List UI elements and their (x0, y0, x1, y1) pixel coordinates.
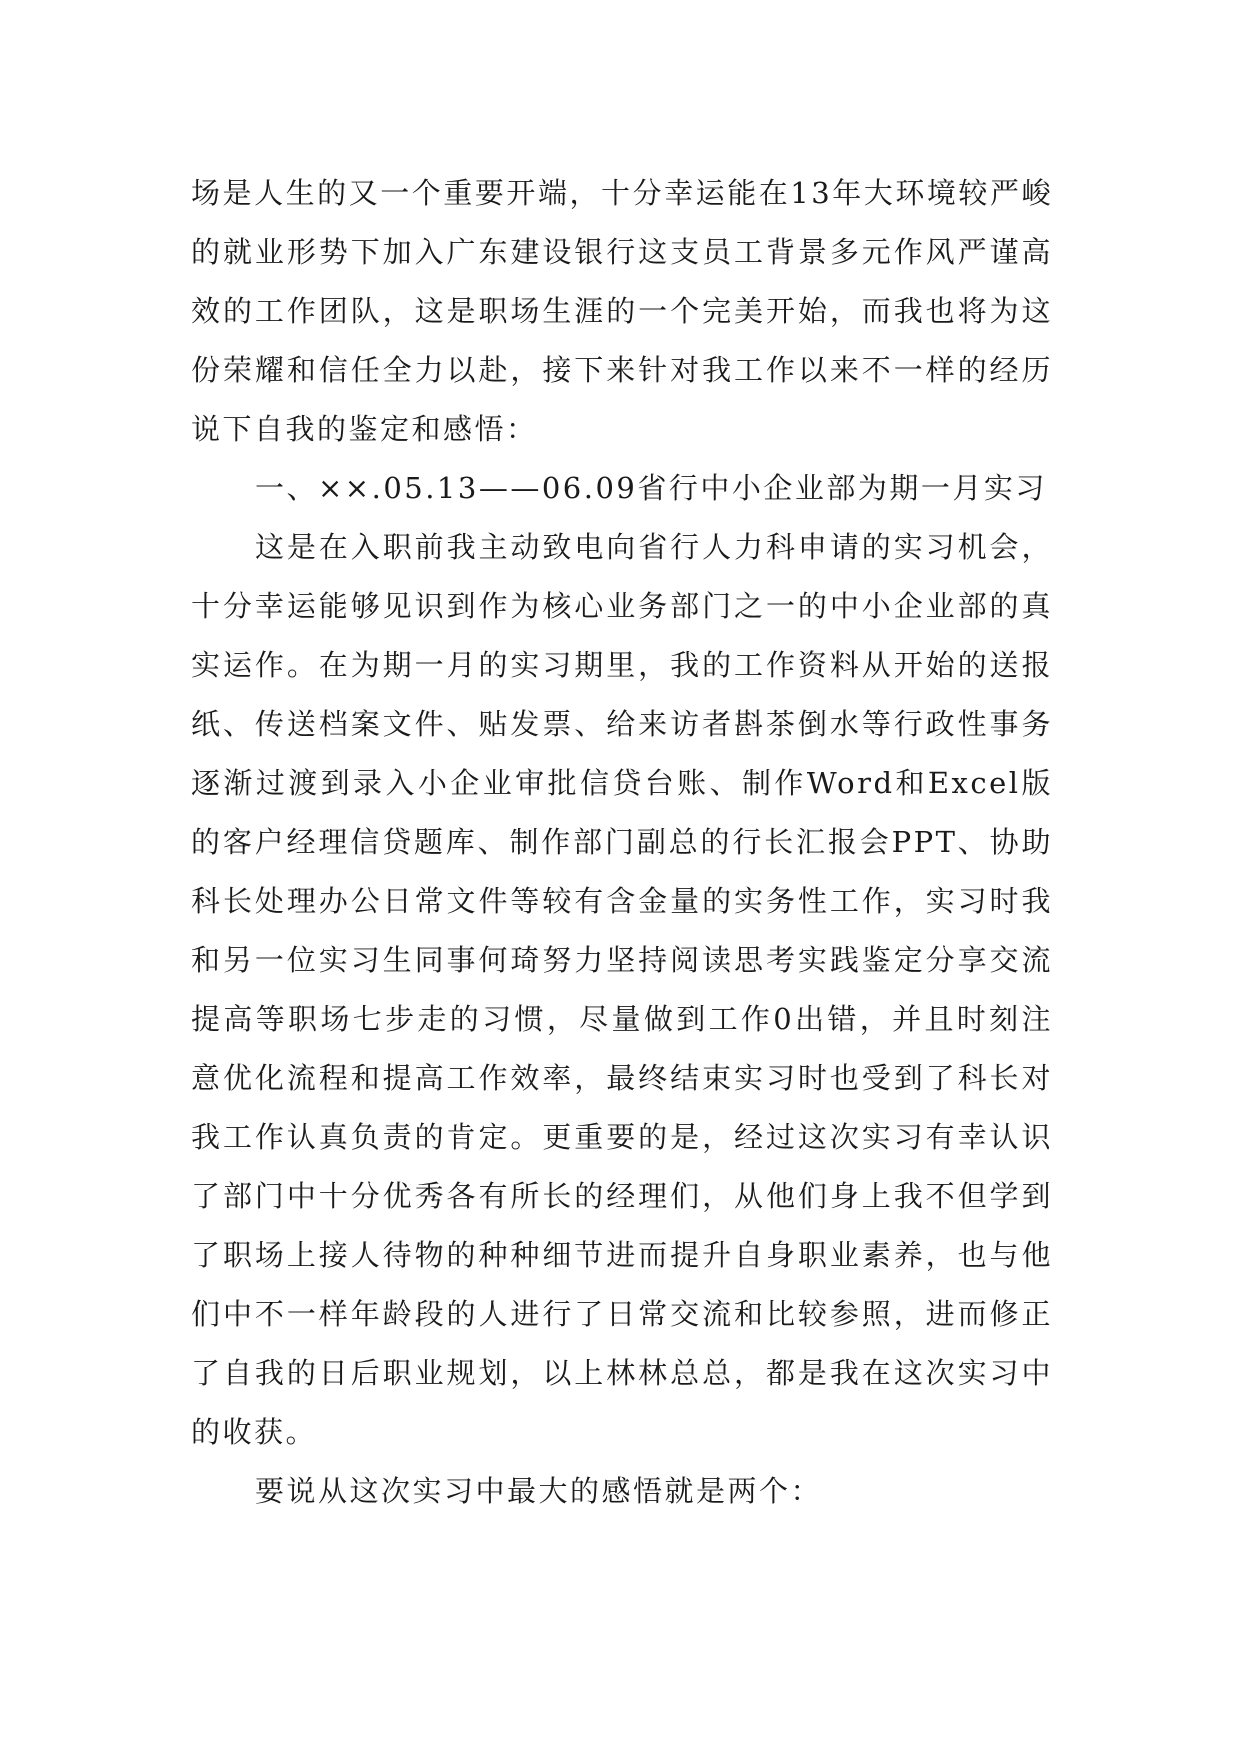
paragraph-reflection-lead: 要说从这次实习中最大的感悟就是两个： (255, 1474, 823, 1508)
paragraph-section-heading: 一、××.05.13——06.09省行中小企业部为期一月实习 (255, 471, 1047, 505)
body-text (191, 164, 1053, 1521)
paragraph-internship-body: 这是在入职前我主动致电向省行人力科申请的实习机会，十分幸运能够见识到作为核心业务部门之一的中小企业部的真实运作。在为期一月的实习期里，我的工作资料从开始的送报纸、传送档案文件、贴发票、给来访者斟茶倒水等行政性事务逐渐过渡到录入小企业审批信贷台账、制作Word和Excel版的客户经理信贷题库、制作部门副总的行长汇报会PPT、协助科长处理办公日常文件等较有含金量的实务性工作，实习时我和另一位实习生同事何琦努力坚持阅读思考实践鉴定分享交流提高等职场七步走的习惯，尽量做到工作0出错，并且时刻注意优化流程和提高工作效率，最终结束实习时也受到了科长对我工作认真负责的肯定。更重要的是，经过这次实习有幸认识了部门中十分优秀各有所长的经理们，从他们身上我不但学到了职场上接人待物的种种细节进而提升自身职业素养，也与他们中不一样年龄段的人进行了日常交流和比较参照，进而修正了自我的日后职业规划，以上林林总总，都是我在这次实习中的收获。 (191, 530, 1053, 1449)
paragraph-intro: 场是人生的又一个重要开端，十分幸运能在13年大环境较严峻的就业形势下加入广东建设银行这支员工背景多元作风严谨高效的工作团队，这是职场生涯的一个完美开始，而我也将为这份荣耀和信任全力以赴，接下来针对我工作以来不一样的经历说下自我的鉴定和感悟： (191, 176, 1053, 446)
